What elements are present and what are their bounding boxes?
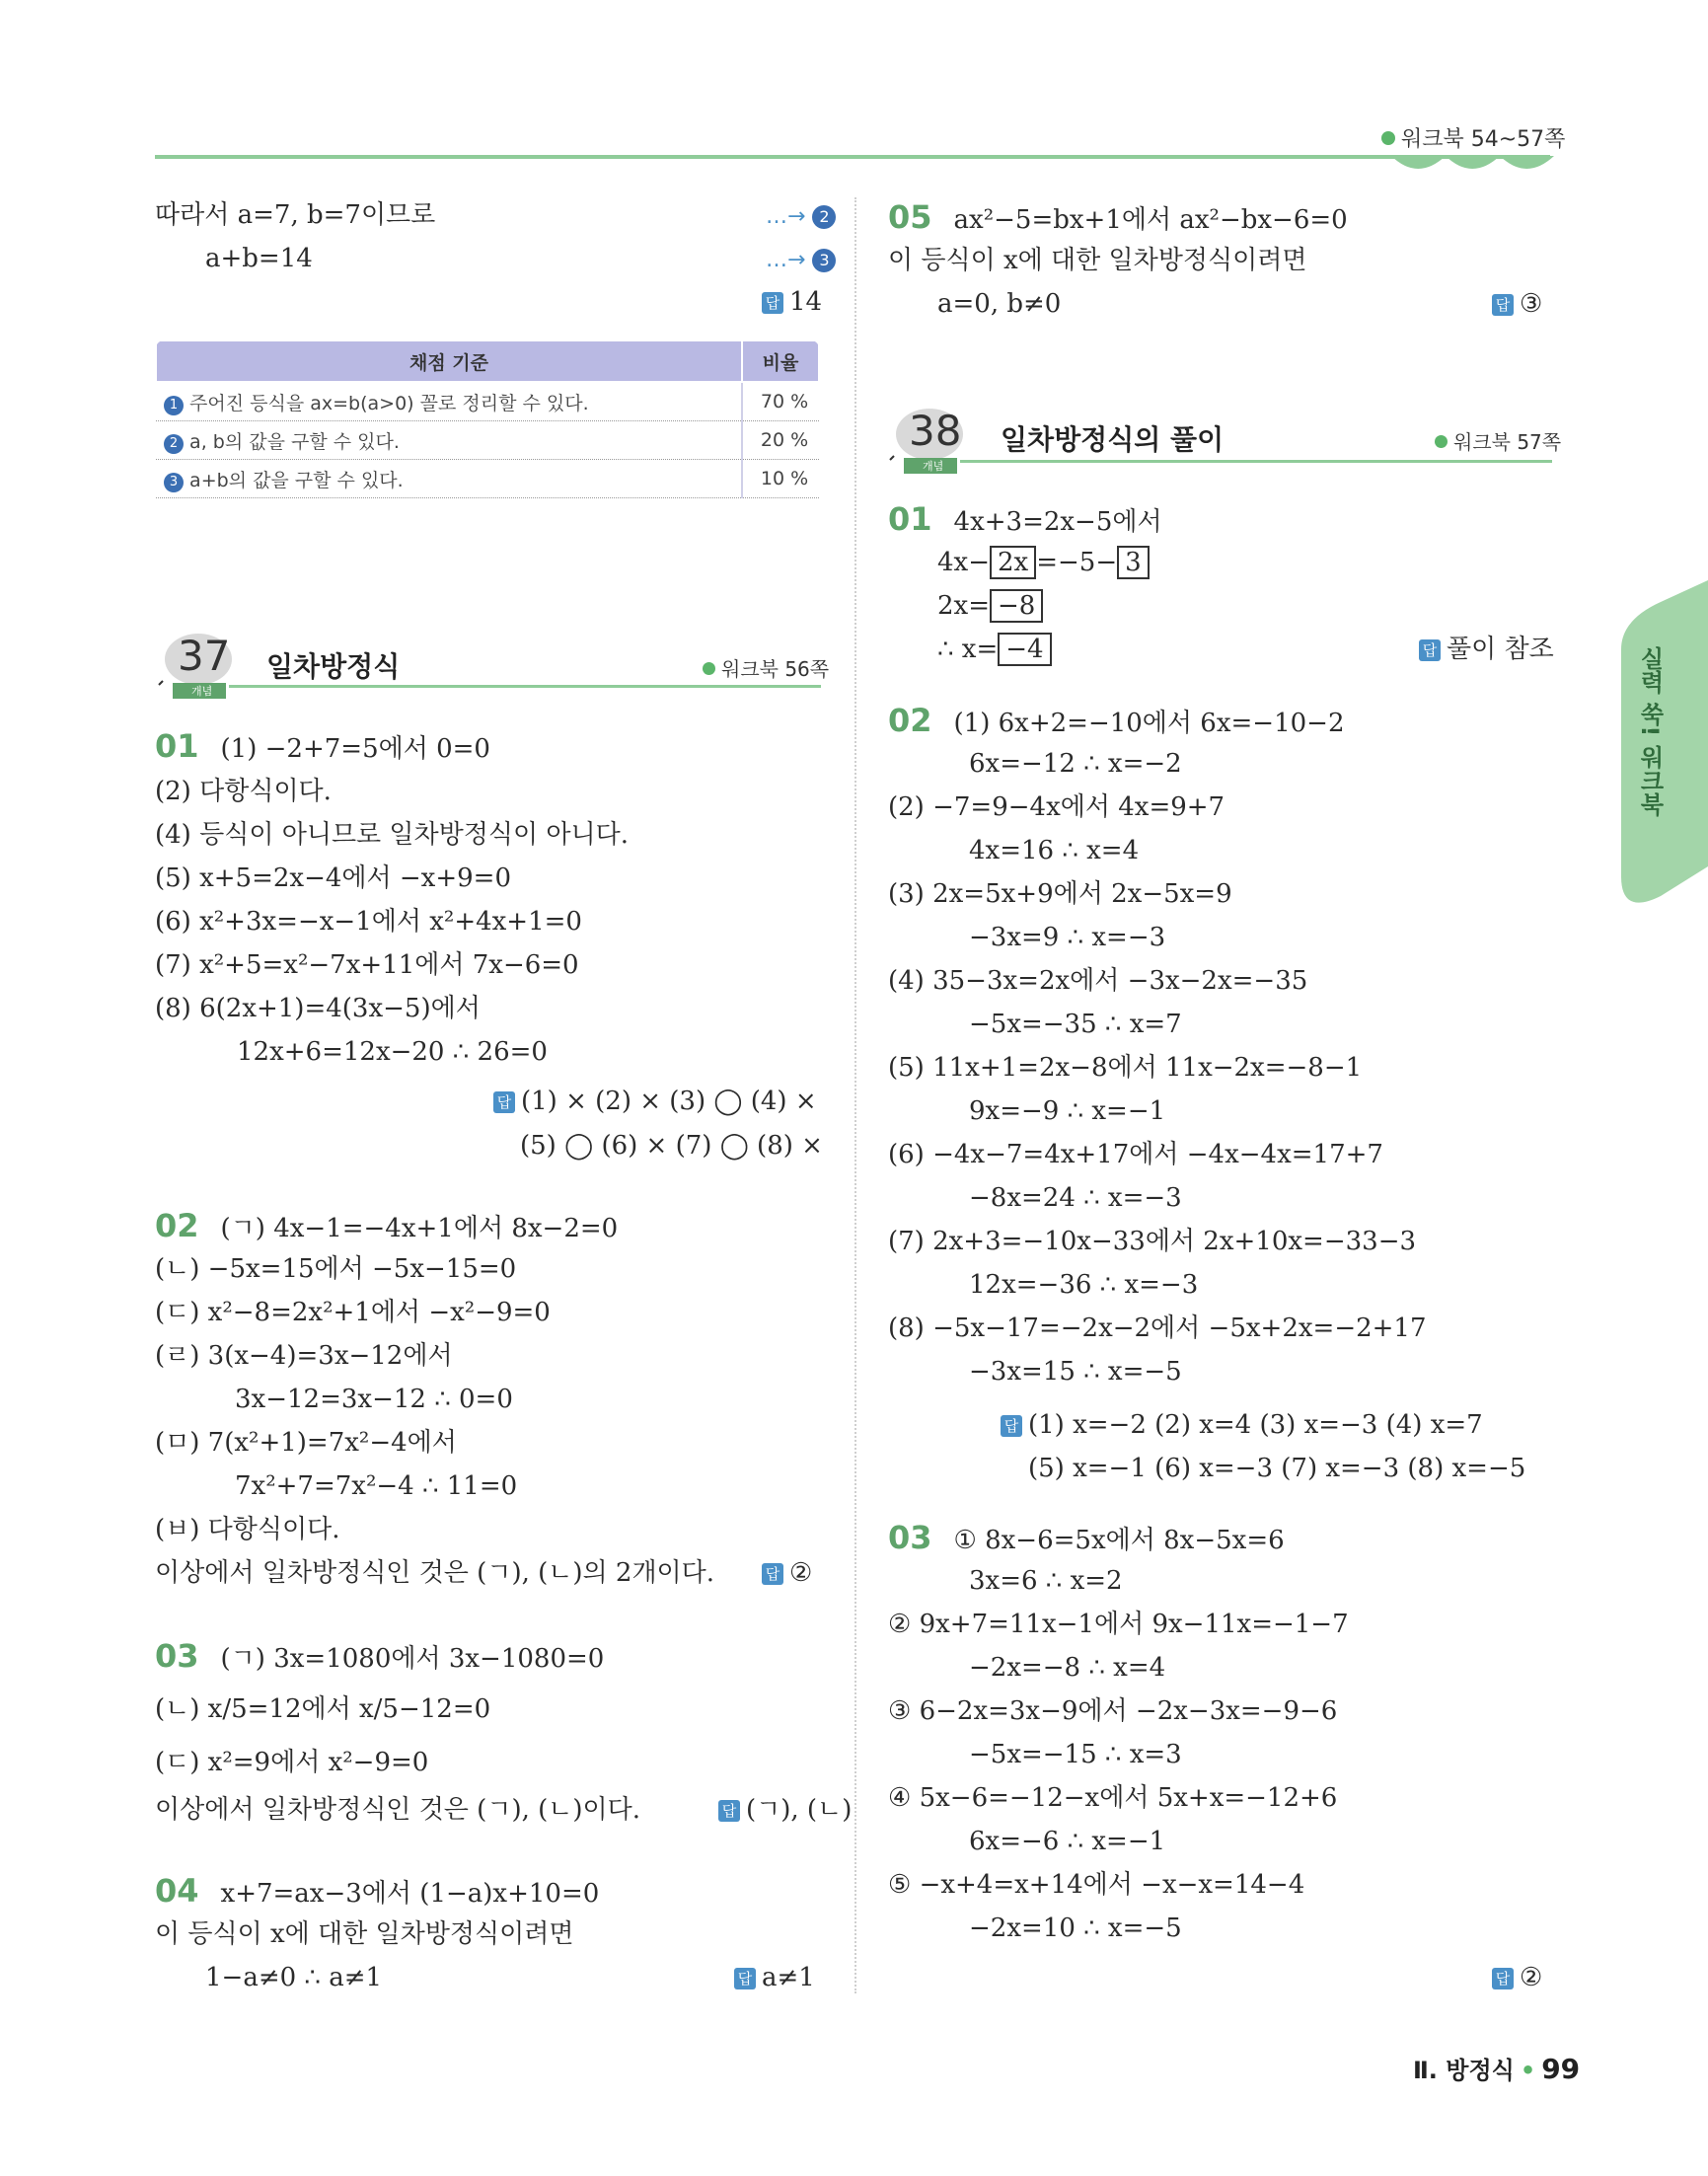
s38-q03-line: −5x=−15 ∴ x=3 xyxy=(969,1740,1182,1769)
q03-answer xyxy=(718,1794,852,1826)
expr-text: ∴ x= xyxy=(937,635,999,664)
row-number: 2 xyxy=(164,434,184,454)
s38-q03-line: ④ 5x−6=−12−x에서 5x+x=−12+6 xyxy=(888,1783,1338,1813)
step-number: 2 xyxy=(812,205,836,229)
criteria-text: a+b의 값을 구할 수 있다. xyxy=(189,469,404,491)
green-dot-icon xyxy=(1381,131,1395,145)
workbook-reference-text: 워크북 54~57쪽 xyxy=(1401,127,1566,152)
q02-text: (ㄱ) 4x−1=−4x+1에서 8x−2=0 xyxy=(220,1214,619,1243)
section-37-number: 37 xyxy=(178,632,231,680)
workbook-reference xyxy=(1381,122,1565,153)
s38-q02-line: (6) −4x−7=4x+17에서 −4x−4x=17+7 xyxy=(888,1140,1383,1169)
criteria-cell xyxy=(156,421,742,460)
page-number: 99 xyxy=(1541,2053,1581,2085)
answer-text: (ㄱ), (ㄴ) xyxy=(746,1795,853,1825)
expr-text: =−5− xyxy=(1036,548,1118,577)
expr-text: 4x− xyxy=(937,548,990,577)
q01-line: (8) 6(2x+1)=4(3x−5)에서 xyxy=(155,994,481,1023)
q02-line: 7x²+7=7x²−4 ∴ 11=0 xyxy=(235,1471,518,1501)
s38-q02-line: −3x=9 ∴ x=−3 xyxy=(969,923,1166,952)
question-number: 03 xyxy=(155,1637,199,1675)
left-top-line1 xyxy=(155,199,435,231)
s38-q02-line: (8) −5x−17=−2x−2에서 −5x+2x=−2+17 xyxy=(888,1313,1427,1343)
s38-q01-line xyxy=(937,547,1150,578)
answer-icon: 답 xyxy=(718,1800,740,1822)
s38-q01-text: 4x+3=2x−5에서 xyxy=(953,507,1162,537)
q02-answer xyxy=(762,1557,812,1589)
green-dot-icon xyxy=(1435,435,1448,448)
q02-line: 3x−12=3x−12 ∴ 0=0 xyxy=(235,1385,513,1414)
q04-line: 1−a≠0 ∴ a≠1 xyxy=(205,1963,383,1992)
q02-line: (ㄷ) x²−8=2x²+1에서 −x²−9=0 xyxy=(155,1298,551,1327)
s38-q03-line: −2x=−8 ∴ x=4 xyxy=(969,1653,1166,1683)
left-top-line2-text: a+b=14 xyxy=(205,244,313,273)
s38-q03-line: ⑤ −x+4=x+14에서 −x−x=14−4 xyxy=(888,1870,1305,1900)
q04-line: 이 등식이 x에 대한 일차방정식이려면 xyxy=(155,1919,574,1949)
s38-q02-text: (1) 6x+2=−10에서 6x=−10−2 xyxy=(953,709,1345,738)
dots-arrow-icon: …→ xyxy=(766,248,813,272)
q02-line: (ㅁ) 7(x²+1)=7x²−4에서 xyxy=(155,1428,457,1458)
q01-line: (2) 다항식이다. xyxy=(155,777,332,806)
q04-line xyxy=(155,1872,600,1910)
q01-line: (5) x+5=2x−4에서 −x+9=0 xyxy=(155,863,512,893)
s38-q02-line: (4) 35−3x=2x에서 −3x−2x=−35 xyxy=(888,966,1308,996)
header-rule xyxy=(155,155,1550,159)
s38-q02-line: −8x=24 ∴ x=−3 xyxy=(969,1183,1182,1213)
s38-q02-line: −3x=15 ∴ x=−5 xyxy=(969,1357,1182,1387)
section-38-workbook-text: 워크북 57쪽 xyxy=(1453,430,1562,454)
question-number: 02 xyxy=(888,702,932,739)
s38-q01-line xyxy=(937,634,1052,665)
s38-q02-answer-line2: (5) x=−1 (6) x=−3 (7) x=−3 (8) x=−5 xyxy=(1028,1454,1526,1483)
rate-header: 비율 xyxy=(742,340,819,382)
s38-q02-answer xyxy=(1001,1409,1483,1441)
q01-line: (6) x²+3x=−x−1에서 x²+4x+1=0 xyxy=(155,907,582,937)
answer-icon: 답 xyxy=(762,1563,783,1585)
q02-line: (ㄴ) −5x=15에서 −5x−15=0 xyxy=(155,1254,517,1284)
grading-row xyxy=(156,421,819,460)
q02-line: (ㅂ) 다항식이다. xyxy=(155,1515,340,1544)
answer-text: 14 xyxy=(789,287,823,317)
row-number: 1 xyxy=(164,396,184,415)
answer-icon: 답 xyxy=(493,1091,515,1113)
side-tab-label: 실력 쑥! 워크북 xyxy=(1636,646,1664,816)
s38-q02-line xyxy=(888,702,1345,739)
grading-header-row xyxy=(156,340,819,382)
s38-q02-line: 9x=−9 ∴ x=−1 xyxy=(969,1096,1166,1126)
s38-q02-line: (3) 2x=5x+9에서 2x−5x=9 xyxy=(888,879,1232,909)
q05-line xyxy=(888,198,1348,236)
criteria-header: 채점 기준 xyxy=(156,340,742,382)
header-wave-decoration xyxy=(1391,156,1554,178)
section-38-rule xyxy=(960,460,1552,463)
step-number: 3 xyxy=(812,249,836,272)
criteria-text: a, b의 값을 구할 수 있다. xyxy=(189,430,400,453)
footer-chapter: Ⅱ. 방정식 xyxy=(1413,2057,1515,2084)
answer-icon: 답 xyxy=(1001,1415,1022,1437)
s38-q01-answer xyxy=(1419,634,1554,665)
column-divider xyxy=(854,197,856,1993)
q01-answer xyxy=(493,1086,817,1117)
criteria-cell xyxy=(156,460,742,498)
section-37-workbook xyxy=(703,653,829,682)
row-number: 3 xyxy=(164,473,184,492)
q01-line: (4) 등식이 아니므로 일차방정식이 아니다. xyxy=(155,820,630,850)
grading-row xyxy=(156,460,819,498)
s38-q02-line: (7) 2x+3=−10x−33에서 2x+10x=−33−3 xyxy=(888,1227,1417,1256)
question-number: 02 xyxy=(155,1207,199,1244)
answer-icon: 답 xyxy=(1419,639,1441,661)
q02-line xyxy=(155,1207,619,1244)
q05-line: a=0, b≠0 xyxy=(937,289,1062,319)
page-footer xyxy=(1413,2051,1580,2085)
s38-q01-line xyxy=(937,590,1043,622)
question-number: 01 xyxy=(155,727,199,765)
rate-cell: 10 % xyxy=(742,460,819,498)
answer-text: 풀이 참조 xyxy=(1447,635,1554,664)
step-marker-2 xyxy=(766,199,836,233)
q01-line xyxy=(155,727,490,765)
fill-box: 2x xyxy=(990,546,1036,579)
q03-line: (ㄷ) x²=9에서 x²−9=0 xyxy=(155,1748,429,1777)
q01-text: (1) −2+7=5에서 0=0 xyxy=(220,734,490,764)
answer-top xyxy=(762,286,822,318)
expr-text: 2x= xyxy=(937,591,990,621)
section-38-tag: 개념 xyxy=(923,460,944,473)
q03-line xyxy=(155,1637,605,1675)
q02-line: (ㄹ) 3(x−4)=3x−12에서 xyxy=(155,1341,453,1371)
question-number: 05 xyxy=(888,198,932,236)
grading-row xyxy=(156,382,819,421)
s38-q03-line: ③ 6−2x=3x−9에서 −2x−3x=−9−6 xyxy=(888,1696,1338,1726)
dots-arrow-icon: …→ xyxy=(766,204,813,229)
section-38-workbook xyxy=(1435,426,1561,455)
footer-separator: • xyxy=(1520,2057,1536,2084)
answer-text: (1) x=−2 (2) x=4 (3) x=−3 (4) x=7 xyxy=(1028,1410,1483,1440)
q04-answer xyxy=(734,1962,815,1993)
s38-q03-line: 6x=−6 ∴ x=−1 xyxy=(969,1827,1166,1856)
s38-q03-line xyxy=(888,1519,1285,1556)
section-38-title: 일차방정식의 풀이 xyxy=(1001,423,1225,456)
s38-q03-line: −2x=10 ∴ x=−5 xyxy=(969,1913,1182,1943)
answer-icon: 답 xyxy=(762,292,783,314)
s38-q02-line: 4x=16 ∴ x=4 xyxy=(969,836,1140,865)
question-number: 01 xyxy=(888,500,932,538)
q01-line: (7) x²+5=x²−7x+11에서 7x−6=0 xyxy=(155,950,579,980)
q05-answer xyxy=(1492,288,1542,320)
q05-line: 이 등식이 x에 대한 일차방정식이려면 xyxy=(888,246,1307,275)
s38-q01-line xyxy=(888,500,1162,538)
criteria-text: 주어진 등식을 ax=b(a>0) 꼴로 정리할 수 있다. xyxy=(189,392,589,414)
s38-q02-line: 6x=−12 ∴ x=−2 xyxy=(969,749,1182,779)
q05-text: ax²−5=bx+1에서 ax²−bx−6=0 xyxy=(953,205,1348,235)
section-37-title: 일차방정식 xyxy=(266,650,401,683)
step-marker-3 xyxy=(766,243,836,276)
section-37-tag: 개념 xyxy=(191,685,213,698)
q03-text: (ㄱ) 3x=1080에서 3x−1080=0 xyxy=(220,1644,605,1674)
fill-box: 3 xyxy=(1117,546,1150,579)
q03-line: 이상에서 일차방정식인 것은 (ㄱ), (ㄴ)이다. xyxy=(155,1795,641,1825)
s38-q02-line: 12x=−36 ∴ x=−3 xyxy=(969,1270,1199,1300)
question-number: 04 xyxy=(155,1872,199,1910)
s38-q03-answer xyxy=(1492,1962,1542,1993)
answer-icon: 답 xyxy=(1492,1968,1514,1989)
rate-cell: 20 % xyxy=(742,421,819,460)
s38-q03-line: 3x=6 ∴ x=2 xyxy=(969,1566,1123,1596)
left-top-line2 xyxy=(205,243,313,274)
s38-q03-line: ② 9x+7=11x−1에서 9x−11x=−1−7 xyxy=(888,1610,1349,1639)
answer-text: a≠1 xyxy=(762,1963,815,1992)
section-37-workbook-text: 워크북 56쪽 xyxy=(721,657,830,681)
s38-q03-text: ① 8x−6=5x에서 8x−5x=6 xyxy=(953,1526,1285,1555)
s38-q02-line: −5x=−35 ∴ x=7 xyxy=(969,1010,1182,1039)
q04-text: x+7=ax−3에서 (1−a)x+10=0 xyxy=(220,1879,600,1909)
section-37-rule xyxy=(229,685,821,688)
left-top-line1-text: 따라서 a=7, b=7이므로 xyxy=(155,200,436,230)
fill-box: −4 xyxy=(998,633,1051,666)
answer-text: ② xyxy=(789,1558,813,1588)
s38-q02-line: (5) 11x+1=2x−8에서 11x−2x=−8−1 xyxy=(888,1053,1363,1083)
grading-table xyxy=(155,339,820,498)
answer-text: ③ xyxy=(1520,289,1543,319)
q02-line: 이상에서 일차방정식인 것은 (ㄱ), (ㄴ)의 2개이다. xyxy=(155,1558,715,1588)
question-number: 03 xyxy=(888,1519,932,1556)
criteria-cell xyxy=(156,382,742,421)
green-dot-icon xyxy=(703,662,715,675)
s38-q02-line: (2) −7=9−4x에서 4x=9+7 xyxy=(888,792,1225,822)
answer-icon: 답 xyxy=(1492,294,1514,316)
answer-icon: 답 xyxy=(734,1968,756,1989)
q01-answer-line2: (5) ◯ (6) × (7) ◯ (8) × xyxy=(520,1131,823,1161)
answer-text: ② xyxy=(1520,1963,1543,1992)
section-38-number: 38 xyxy=(909,407,962,455)
q03-line: (ㄴ) x/5=12에서 x/5−12=0 xyxy=(155,1694,491,1724)
answer-text: (1) × (2) × (3) ◯ (4) × xyxy=(521,1087,817,1116)
q01-line: 12x+6=12x−20 ∴ 26=0 xyxy=(237,1037,548,1067)
rate-cell: 70 % xyxy=(742,382,819,421)
fill-box: −8 xyxy=(990,589,1043,623)
